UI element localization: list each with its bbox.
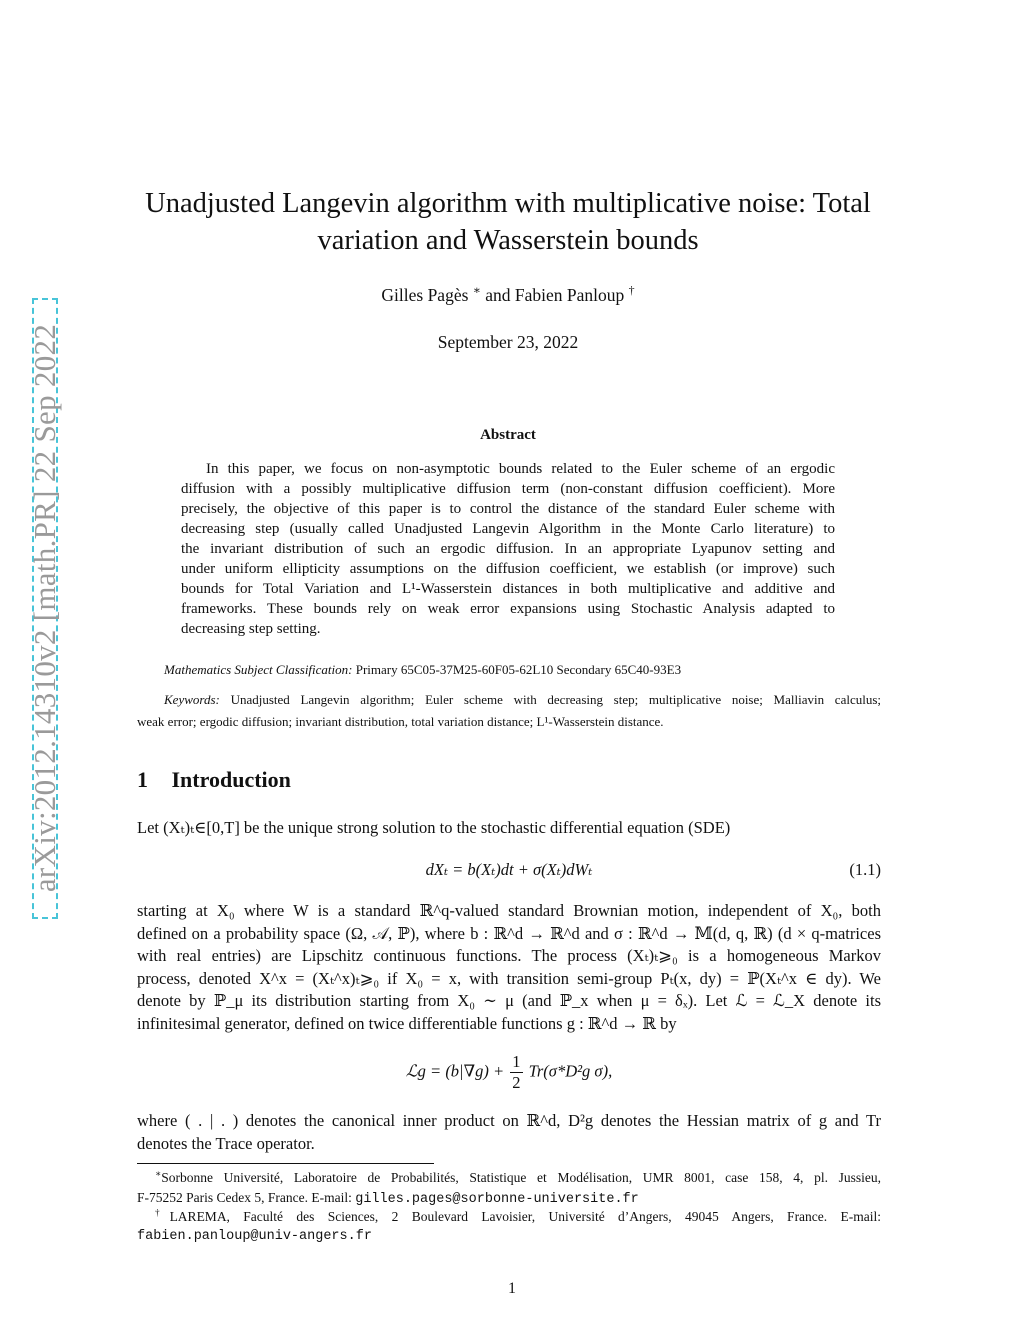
abstract-line: the invariant distribution of such an ergodic diffusion. In an appropriate Lyapunov setting and (181, 541, 835, 557)
footnote-text: Sorbonne Université, Laboratoire de Probabilités, Statistique et Modélisation, UMR 8001, case 158, 4, pl. Jussieu, (161, 1170, 881, 1185)
paragraph-line: process, denoted X^x = (Xₜ^x)ₜ⩾₀ if X₀ = x, with transition semi-group Pₜ(x, dy) = ℙ(Xₜ^x ∈ dy). We (137, 968, 881, 988)
section-heading (137, 767, 291, 793)
intro-paragraph-2 (137, 1110, 881, 1155)
footnote-mark: ∗ (155, 1168, 162, 1179)
footnote-1-line-1 (137, 1168, 881, 1188)
equation-1-1 (137, 860, 881, 884)
authors (130, 285, 886, 306)
email-link[interactable]: fabien.panloup@univ-angers.fr (137, 1228, 372, 1244)
paper-date: September 23, 2022 (437, 332, 579, 352)
keywords-label: Keywords: (164, 692, 220, 707)
generator-lhs: ℒg = (b|∇g) + (405, 1061, 509, 1081)
paragraph-line: with real entries) are Lipschitz continuous functions. The process (Xₜ)ₜ⩾₀ is a homogeneous Markov (137, 946, 881, 966)
abstract-line: under uniform ellipticity assumptions on the diffusion coefficient, we establish (or improve) such (181, 561, 835, 577)
paragraph-line: denote by ℙ_μ its distribution starting from X₀ ∼ μ (and ℙ_x when μ = δₓ). Let ℒ = ℒ_X denote its (137, 991, 881, 1011)
footnote-text: F-75252 Paris Cedex 5, France. E-mail: (137, 1189, 356, 1205)
footnote-mark: ∗ (472, 283, 481, 298)
generator-equation (137, 1052, 881, 1100)
msc-codes: Primary 65C05-37M25-60F05-62L10 Secondary 65C40-93E3 (355, 662, 682, 677)
footnote-text: LAREMA, Faculté des Sciences, 2 Boulevard Lavoisier, Université d’Angers, 49045 Angers, France. E-mail: (169, 1209, 881, 1224)
keywords-text-2: weak error; ergodic diffusion; invariant distribution, total variation distance; L¹-Wasserstein distance. (137, 714, 664, 729)
fraction-denominator: 2 (512, 1073, 521, 1092)
section-title: Introduction (171, 767, 291, 792)
equation-number: (1.1) (849, 860, 881, 879)
footnote-1-line-2 (137, 1188, 881, 1208)
equation-formula: dXₜ = b(Xₜ)dt + σ(Xₜ)dWₜ (425, 860, 593, 879)
abstract-body (181, 459, 835, 639)
abstract-line: diffusion with a possibly multiplicative diffusion term (non-constant diffusion coefficient). More (181, 481, 835, 497)
paragraph-line: denotes the Trace operator. (137, 1133, 315, 1153)
abstract-line: decreasing step setting. (181, 621, 321, 637)
msc-classification (164, 662, 681, 678)
paragraph-line: defined on a probability space (Ω, 𝒜, ℙ), where b : ℝ^d → ℝ^d and σ : ℝ^d → 𝕄(d, q, ℝ) (d × q-matrices (137, 923, 881, 943)
section-number: 1 (137, 767, 148, 792)
email-link[interactable]: gilles.pages@sorbonne-universite.fr (355, 1191, 639, 1207)
fraction-one-half (510, 1052, 522, 1093)
keywords (137, 689, 881, 733)
footnote-separator (137, 1163, 434, 1164)
keywords-text-1: Unadjusted Langevin algorithm; Euler scheme with decreasing step; multiplicative noise; Malliavin calculus; (230, 692, 882, 707)
abstract-line: bounds for Total Variation and L¹-Wasserstein distances in both multiplicative and additive and (181, 581, 835, 597)
abstract-line: In this paper, we focus on non-asymptotic bounds related to the Euler scheme of an ergodic (206, 461, 835, 477)
intro-paragraph (137, 900, 881, 1036)
paragraph-line: where ( . | . ) denotes the canonical inner product on ℝ^d, D²g denotes the Hessian matrix of g and Tr (137, 1111, 881, 1130)
author-conjunction: and (485, 285, 511, 305)
arxiv-identifier: arXiv:2012.14310v2 [math.PR] 22 Sep 2022 (27, 323, 62, 893)
paper-title (130, 185, 886, 259)
footnotes (137, 1168, 881, 1246)
footnote-2-line-1 (137, 1207, 881, 1227)
fraction-numerator: 1 (512, 1052, 521, 1071)
title-line-2: variation and Wasserstein bounds (317, 225, 699, 256)
keywords-line-1 (137, 689, 881, 711)
author-name: Gilles Pagès (381, 285, 469, 305)
author-name: Fabien Panloup (514, 285, 625, 305)
title-line-1: Unadjusted Langevin algorithm with multiplicative noise: Total (145, 188, 871, 219)
page-number: 1 (508, 1280, 516, 1297)
abstract-line: precisely, the objective of this paper is to control the distance of the standard Euler scheme with (181, 501, 835, 517)
intro-first-line: Let (Xₜ)ₜ∈[0,T] be the unique strong solution to the stochastic differential equation (SDE) (137, 818, 731, 837)
paragraph-line: infinitesimal generator, defined on twice differentiable functions g : ℝ^d → ℝ by (137, 1013, 677, 1033)
abstract-heading: Abstract (480, 427, 536, 443)
msc-label: Mathematics Subject Classification: (164, 662, 353, 677)
abstract-line: frameworks. These bounds rely on weak error expansions using Stochastic Analysis adapted to (181, 601, 835, 617)
footnote-mark: † (628, 283, 635, 298)
generator-rhs: Tr(σ*D²g σ), (528, 1061, 613, 1081)
paragraph-line: starting at X₀ where W is a standard ℝ^q-valued standard Brownian motion, independent of X₀, both (137, 901, 881, 920)
abstract-line: decreasing step (usually called Unadjusted Langevin Algorithm in the Monte Carlo literature) to (181, 521, 835, 537)
footnote-mark: † (155, 1207, 170, 1218)
